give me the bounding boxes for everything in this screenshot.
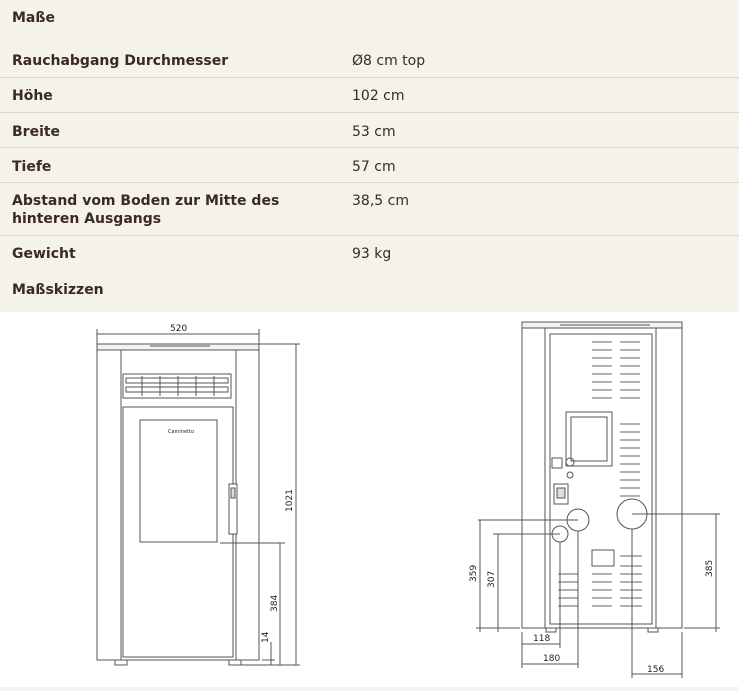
front-foot-dim: 14 [261,631,271,643]
front-width-dim: 520 [170,324,188,334]
spec-row-width [0,113,739,148]
spec-label: Tiefe [12,159,52,175]
spec-label: Rauchabgang Durchmesser [12,53,229,69]
spec-value: 93 kg [352,246,392,262]
spec-label: Höhe [12,88,53,104]
spec-label: Breite [12,124,61,140]
back-dim-156: 156 [647,665,665,675]
spec-value: 102 cm [352,88,405,104]
spec-value: Ø8 cm top [352,53,426,69]
front-view-drawing [97,329,300,665]
spec-row-height [0,78,739,113]
front-logo: Caminetto [168,429,195,435]
spec-value: 57 cm [352,159,396,175]
back-dim-307: 307 [487,570,497,588]
spec-row-weight [0,236,739,272]
spec-row-rear-outlet [0,183,739,236]
spec-table [0,44,739,272]
dimension-drawings [0,312,739,687]
spec-label: Gewicht [12,246,76,262]
back-dim-359: 359 [469,564,479,582]
back-dim-385: 385 [705,559,715,577]
back-view-drawing [476,322,720,678]
spec-row-depth [0,148,739,183]
masse-title: Maße [12,10,55,26]
front-height-dim: 1021 [285,489,295,512]
sketches-title: Maßskizzen [12,282,104,298]
front-handle-dim: 384 [270,594,280,612]
spec-label: Abstand vom Boden zur Mitte des hinteren Ausgangs [12,193,280,227]
back-dim-180: 180 [543,654,561,664]
spec-value: 38,5 cm [352,193,409,209]
back-dim-118: 118 [533,634,551,644]
spec-row-flue [0,44,739,78]
dimension-drawings-svg [0,312,739,687]
spec-value: 53 cm [352,124,396,140]
